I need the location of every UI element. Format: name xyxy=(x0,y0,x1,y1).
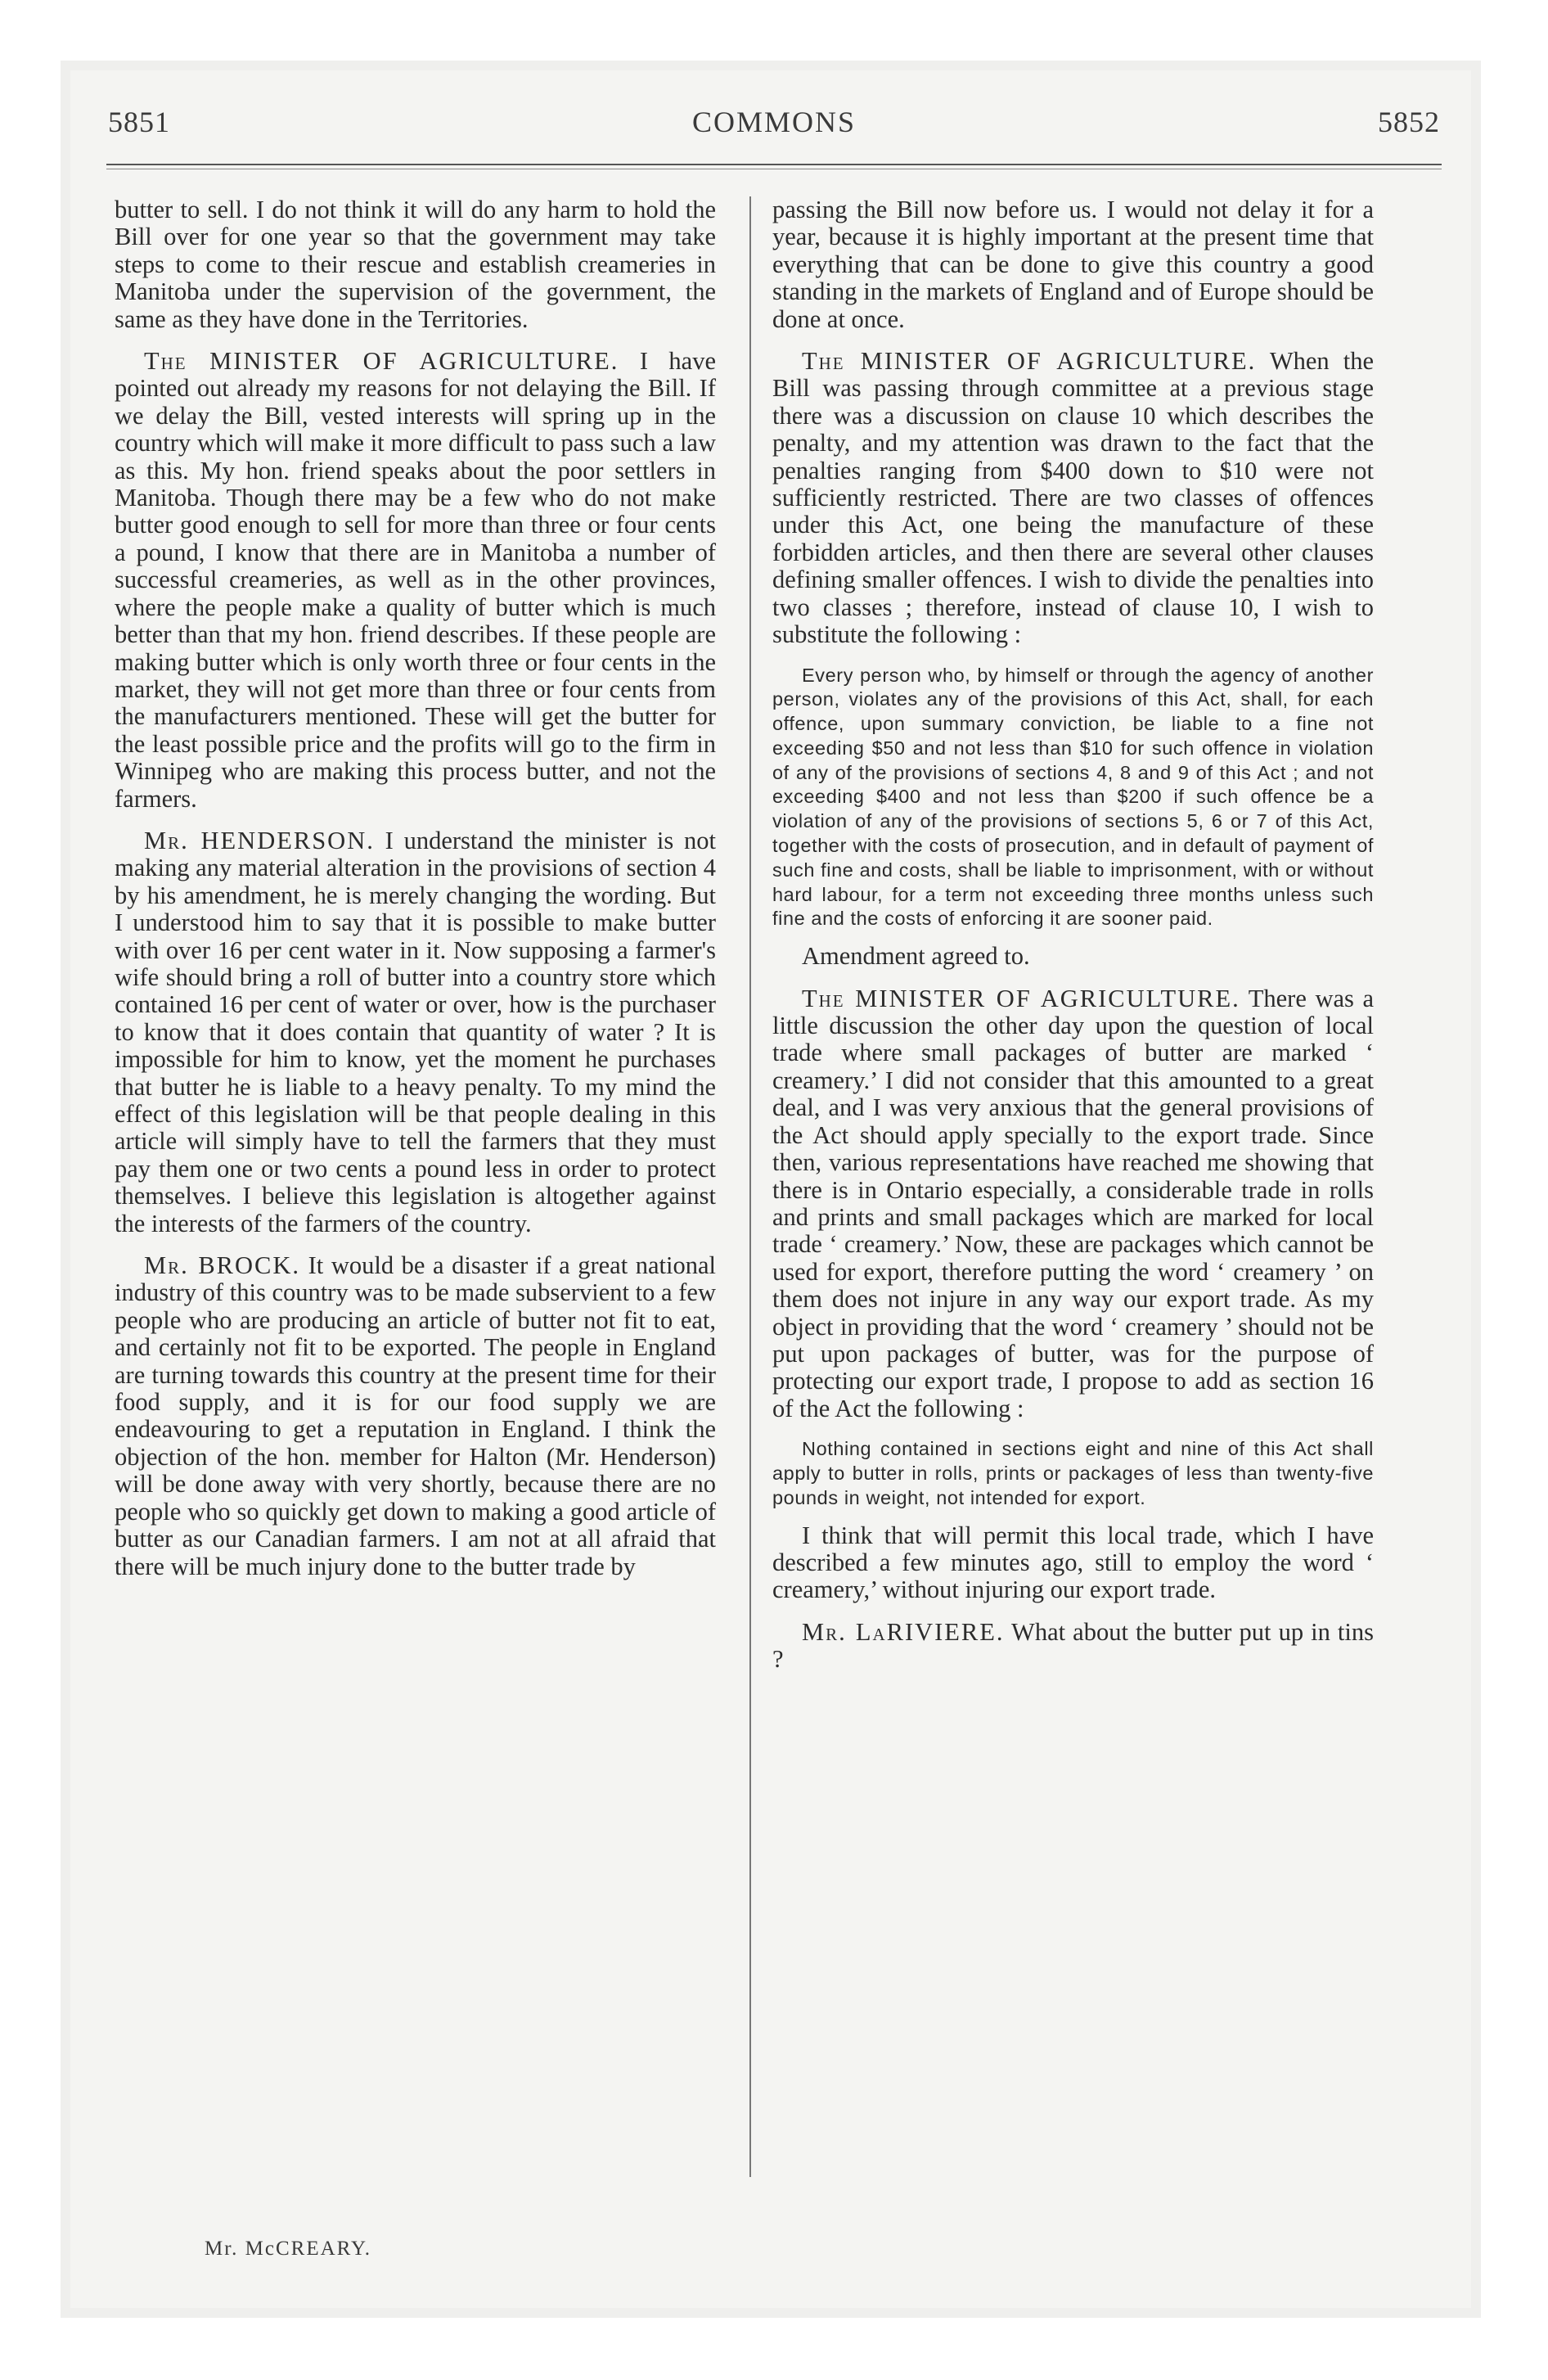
speech-paragraph xyxy=(772,348,1374,648)
header-rule xyxy=(106,164,1442,165)
speech-text: I have pointed out already my reasons for not delaying the Bill. If we delay the Bill, vested interests will spring up in the country which will make it more difficult to pass such a law as this. My hon. friend speaks about the poor settlers in Manitoba. Though there may be a few who do not make butter good enough to sell for more than three or four cents a pound, I know that there are in Manitoba a number of successful creameries, as well as in the other provinces, where the people make a quality of butter which is much better than that my hon. friend describes. If these people are making butter which is only worth three or four cents in the market, they will not get more than three or four cents from the manufacturers mentioned. These will get the butter for the least possible price and the profits will go to the firm in Winnipeg who are making this process butter, and not the farmers. xyxy=(115,347,717,813)
left-column xyxy=(115,196,716,1595)
speech-paragraph xyxy=(115,1252,716,1580)
speech-paragraph xyxy=(115,348,716,813)
amendment-result: Amendment agreed to. xyxy=(802,942,1030,971)
speaker-name: Mr. BROCK. xyxy=(144,1251,301,1280)
right-page-number: 5852 xyxy=(1378,106,1440,138)
column-divider xyxy=(749,196,751,2177)
speaker-name: Mr. LaRIVIERE. xyxy=(802,1617,1005,1646)
speaker-name: The MINISTER OF AGRICULTURE. xyxy=(802,347,1257,376)
speech-paragraph xyxy=(115,827,716,1237)
speech-text: When the Bill was passing through committee at a previous stage there was a discussion on clause 10 which describes the penalty, and my attention was drawn to the fact that the penalties ranging from $400 down to $10 were not sufficiently restricted. There are two classes of offences under this Act, one being the manufacture of these forbidden articles, and then there are several other clauses defining smaller offences. I wish to divide the penalties into two classes ; therefore, instead of clause 10, I wish to substitute the following : xyxy=(772,347,1374,649)
speaker-name: The MINISTER OF AGRICULTURE. xyxy=(144,347,619,376)
quoted-amendment: Every person who, by himself or through the agency of another person, violates any of the provisions of this Act, shall, for each offence, upon summary conviction, be liable to a fine not exceeding $50 and not less than $10 for such offence in violation of any of the provisions of sections 4, 8 and 9 of this Act ; and not exceeding $400 and not less than $200 if such offence be a violation of any of the provisions of sections 5, 6 or 7 of this Act, together with the costs of prosecution, and in default of payment of such fine and costs, shall be liable to imprisonment, with or without hard labour, for a term not exceeding three months unless such fine and the costs of enforcing it are sooner paid. xyxy=(772,664,1374,930)
speech-text: It would be a disaster if a great national industry of this country was to be made subservient to a few people who are producing an article of butter not fit to eat, and certainly not fit to be exported. The people in England are turning towards this country at the present time for their food supply, and it is for our food supply we are endeavouring to get a reputation in England. I think the objection of the hon. member for Halton (Mr. Henderson) will be done away with very shortly, because there are no people who so quickly get down to making a good article of butter as our Canadian farmers. I am not at all afraid that there will be much injury done to the butter trade by xyxy=(115,1251,716,1580)
left-page-number: 5851 xyxy=(108,106,170,138)
paragraph: I think that will permit this local trade, which I have described a few minutes ago, still to employ the word ‘ creamery,’ without injuring our export trade. xyxy=(772,1521,1374,1604)
speaker-name: Mr. HENDERSON. xyxy=(144,826,375,854)
speech-paragraph xyxy=(772,985,1374,1423)
speech-paragraph xyxy=(772,1619,1374,1674)
quoted-section: Nothing contained in sections eight and nine of this Act shall apply to butter in rolls, prints or packages of less than twenty-five pounds in weight, not intended for export. xyxy=(772,1438,1374,1508)
speech-text: There was a little discussion the other day upon the question of local trade where small packages of butter are marked ‘ creamery.’ I did not consider that this amounted to a great deal, and I was very anxious that the general provisions of the Act should apply specially to the export trade. Since then, various representations have reached me showing that there is in Ontario especially, a considerable trade in rolls and prints and small packages which are marked for local trade ‘ creamery.’ Now, these are packages which cannot be used for export, therefore putting the word ‘ creamery ’ on them does not injure in any way our export trade. As my object in providing that the word ‘ creamery ’ should not be put upon packages of butter, was for the purpose of protecting our export trade, I propose to add as section 16 of the Act the following : xyxy=(772,984,1374,1422)
speech-text: What about the butter put up in tins ? xyxy=(772,1617,1374,1674)
paragraph: butter to sell. I do not think it will do any harm to hold the Bill over for one year so that the government may take steps to come to their rescue and establish creameries in Manitoba under the supervision of the government, the same as they have done in the Territories. xyxy=(115,196,716,333)
footer-speaker: Mr. McCREARY. xyxy=(205,2238,372,2260)
speaker-name: The MINISTER OF AGRICULTURE. xyxy=(802,984,1240,1012)
paragraph: passing the Bill now before us. I would not delay it for a year, because it is highly important at the present time that everything that can be done to give this country a good standing in the markets of England and of Europe should be done at once. xyxy=(772,196,1374,333)
page-title: COMMONS xyxy=(691,106,857,138)
right-column xyxy=(772,196,1374,1688)
speech-text: I understand the minister is not making any material alteration in the provisions of section 4 by his amendment, he is merely changing the wording. But I understood him to say that it is possible to make butter with over 16 per cent water in it. Now supposing a farmer's wife should bring a roll of butter into a country store which contained 16 per cent of water or over, how is the purchaser to know that it does contain that quantity of water ? It is impossible for him to know, yet the moment he purchases that butter he is liable to a heavy penalty. To my mind the effect of this legislation will be that people dealing in this article will simply have to tell the farmers that they must pay them one or two cents a pound less in order to protect themselves. I believe this legislation is altogether against the interests of the farmers of the country. xyxy=(115,826,717,1237)
